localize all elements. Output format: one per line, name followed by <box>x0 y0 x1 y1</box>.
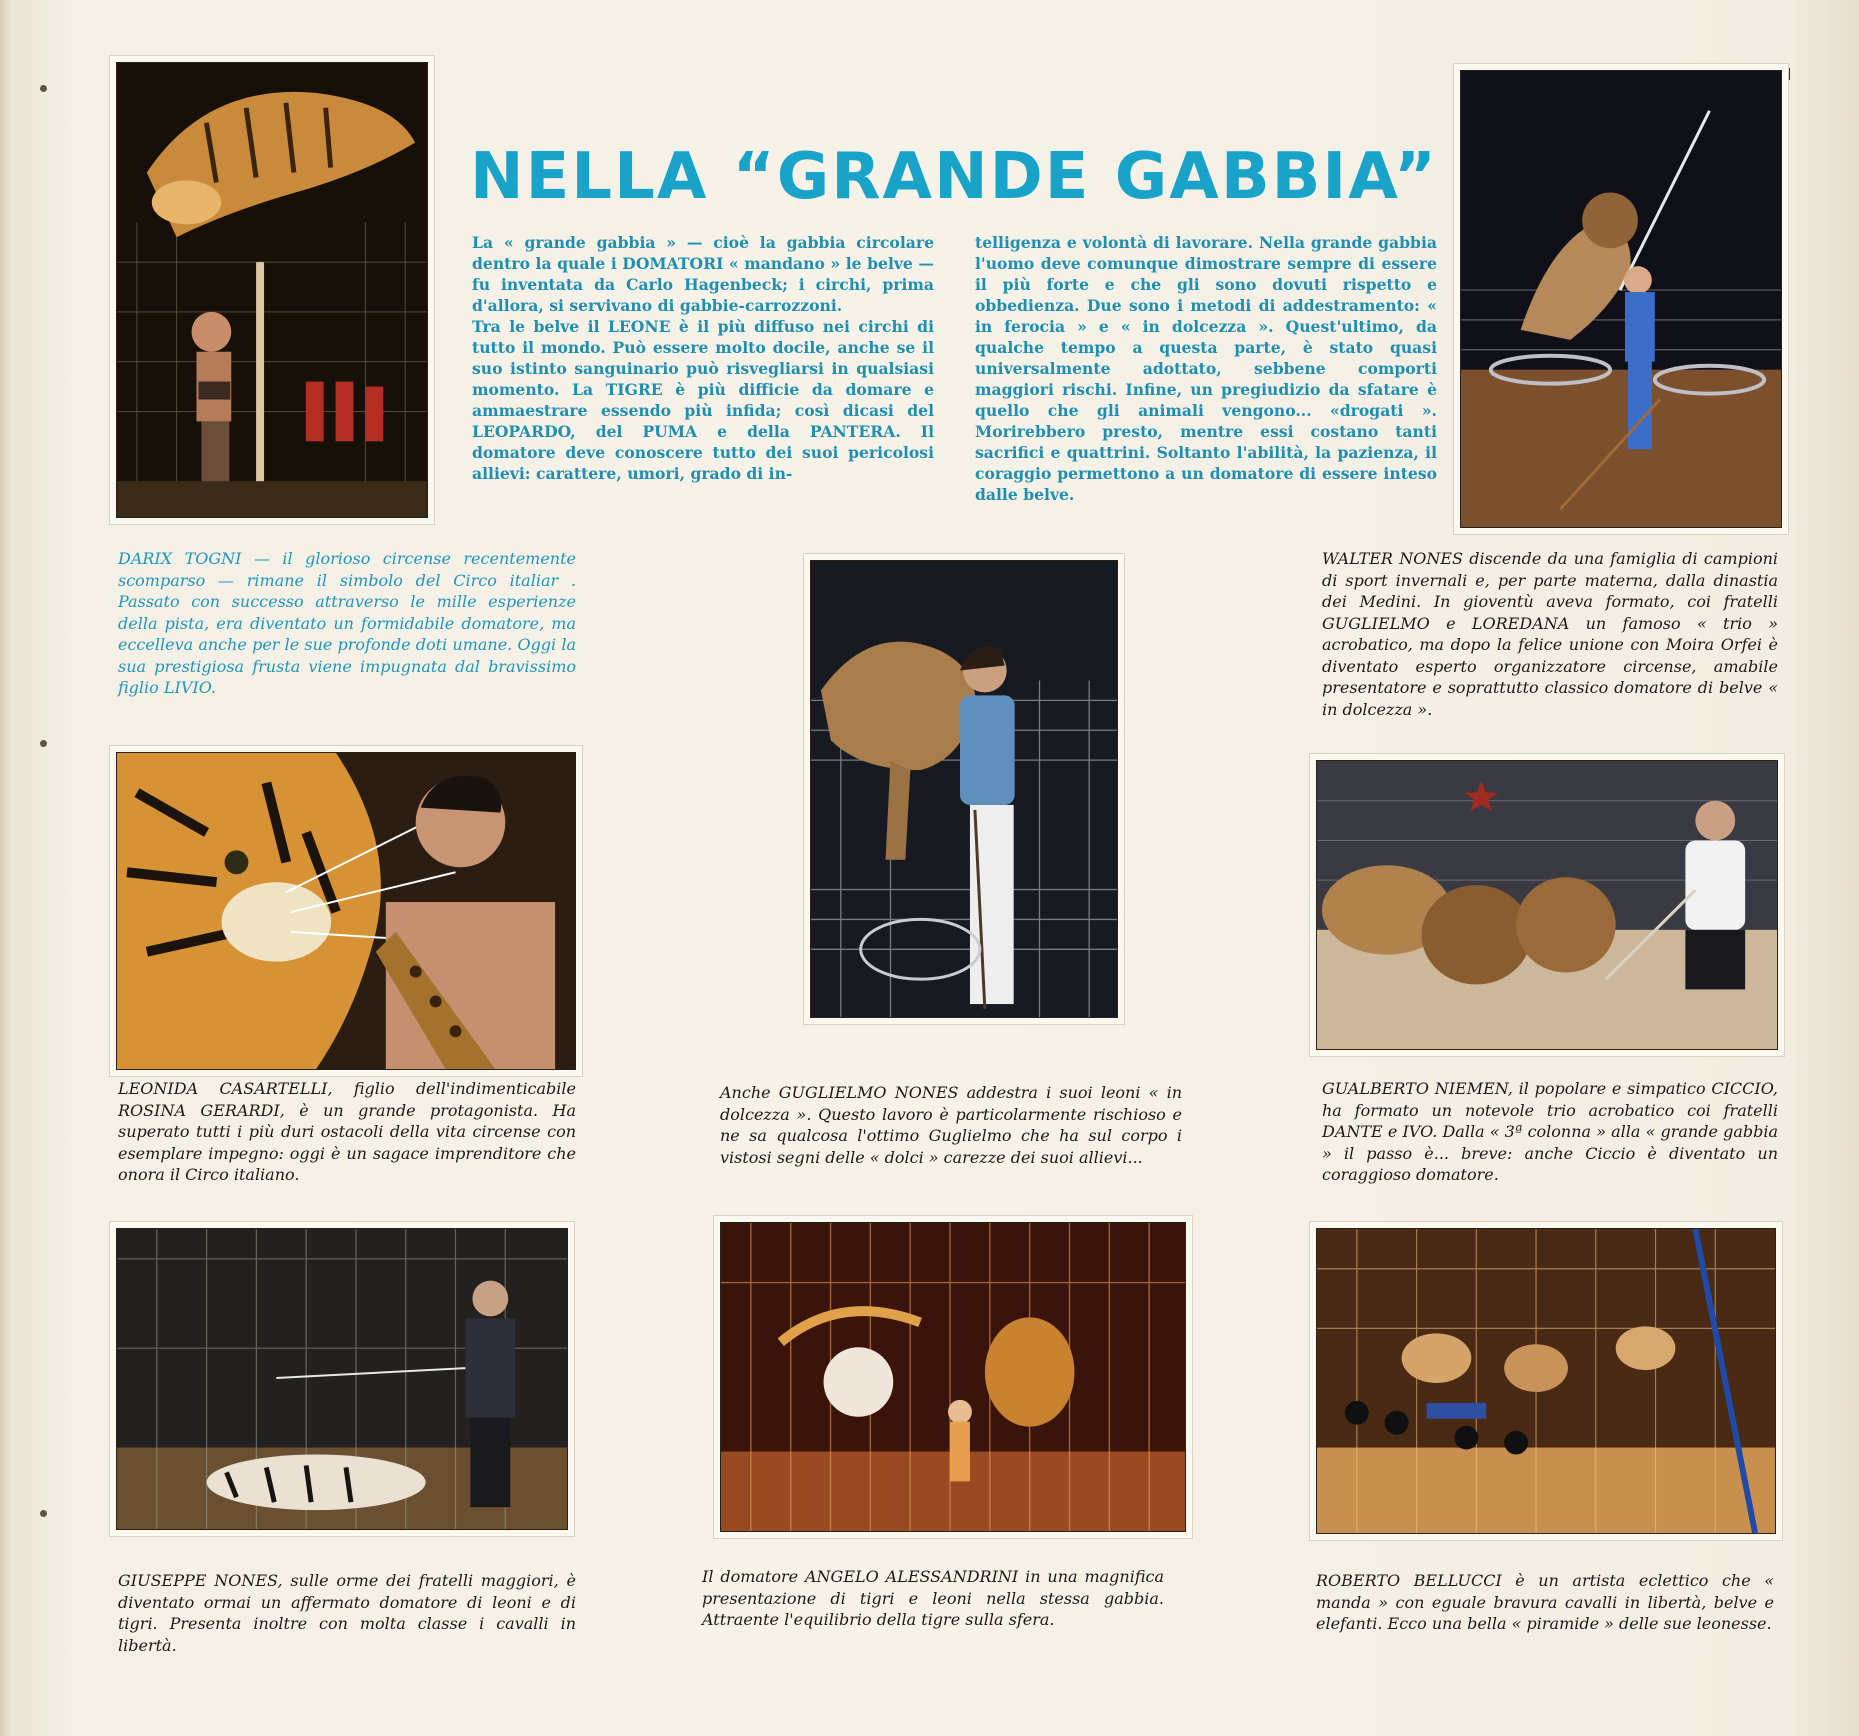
binding-hole <box>40 1510 47 1517</box>
intro-paragraph: La « grande gabbia » — cioè la gabbia circolare dentro la quale i DOMATORI « mandano » le belve — fu inventata da Carlo Hagenbeck; i circhi, prima d'allora, si servivano di gabbie-carrozzoni. <box>472 233 934 315</box>
caption-guglielmo-nones: Anche GUGLIELMO NONES addestra i suoi leoni « in dolcezza ». Questo lavoro è particolarmente rischioso e ne sa qualcosa l'ottimo Guglielmo che ha sul corpo i vistosi segni delle « dolci » carezze dei suoi allievi... <box>720 1083 1182 1167</box>
caption-gualberto-niemen: GUALBERTO NIEMEN, il popolare e simpatico CICCIO, ha formato un notevole trio acrobatico coi fratelli DANTE e IVO. Dalla « 3ª colonna » alla « grande gabbia » il passo è... breve: anche Ciccio è diventato un coraggioso domatore. <box>1322 1079 1778 1184</box>
caption-darix-togni: DARIX TOGNI — il glorioso circense recentemente scomparso — rimane il simbolo del Circo italiar . Passato con successo attraverso le mille esperienze della pista, era diventato un formidabile domatore, ma eccelleva anche per le sue profonde doti umane. Oggi la sua prestigiosa frusta viene impugnata dal bravissimo figlio LIVIO. <box>118 549 576 697</box>
caption-walter-nones: WALTER NONES discende da una famiglia di campioni di sport invernali e, per parte materna, dalla dinastia dei Medini. In gioventù aveva formato, coi fratelli GUGLIELMO e LOREDANA un famoso « trio » acrobatico, ma dopo la felice unione con Moira Orfei è diventato esperto organizzatore circense, amabile presentatore e soprattutto classico domatore di belve « in dolcezza ». <box>1322 549 1778 719</box>
intro-paragraph: telligenza e volontà di lavorare. Nella grande gabbia l'uomo deve comunque dimostrare sempre di essere il più forte e che gli sono dovuti rispetto e obbedienza. Due sono i metodi di addestramento: « in ferocia » e « in dolcezza ». Quest'ultimo, da qualche tempo a questa parte, è stato quasi universalmente adottato, sebbene comporti maggiori rischi. Infine, un pregiudizio da sfatare è quello che gli animali vengono... «drogati ». Morirebbero presto, mentre essi costano tanti sacrifici e quattrini. Soltanto l'abilità, la pazienza, il coraggio permettono a un domatore di essere inteso dalle belve. <box>975 233 1437 504</box>
photo-darix-togni-tiger-leap <box>116 62 428 518</box>
photo-gualberto-niemen-lions <box>1316 760 1778 1050</box>
caption-angelo-alessandrini: Il domatore ANGELO ALESSANDRINI in una magnifica presentazione di tigri e leoni nella stessa gabbia. Attraente l'equilibrio della tigre sulla sfera. <box>702 1567 1164 1629</box>
photo-walter-nones-lion <box>1460 70 1782 528</box>
intro-column-right <box>975 232 1437 505</box>
page-spine <box>0 0 14 1736</box>
binding-hole <box>40 740 47 747</box>
page-title: NELLA “GRANDE GABBIA” <box>470 140 1438 214</box>
photo-leonida-casartelli-tiger <box>116 752 576 1070</box>
caption-giuseppe-nones: GIUSEPPE NONES, sulle orme dei fratelli maggiori, è diventato ormai un affermato domatore di leoni e di tigri. Presenta inoltre con molta classe i cavalli in libertà. <box>118 1571 576 1655</box>
caption-roberto-bellucci: ROBERTO BELLUCCI è un artista eclettico che « manda » con eguale bravura cavalli in libertà, belve e elefanti. Ecco una bella « piramide » delle sue leonesse. <box>1316 1571 1774 1633</box>
caption-leonida-casartelli: LEONIDA CASARTELLI, figlio dell'indimenticabile ROSINA GERARDI, è un grande protagonista. Ha superato tutti i più duri ostacoli della vita circense con esemplare impegno: oggi è un sagace imprenditore che onora il Circo italiano. <box>118 1079 576 1184</box>
intro-column-left <box>472 232 934 484</box>
photo-guglielmo-nones-lion <box>810 560 1118 1018</box>
photo-roberto-bellucci-lionesses <box>1316 1228 1776 1534</box>
photo-angelo-alessandrini-cage <box>720 1222 1186 1532</box>
binding-hole <box>40 85 47 92</box>
photo-giuseppe-nones-tigers <box>116 1228 568 1530</box>
intro-paragraph: Tra le belve il LEONE è il più diffuso nei circhi di tutto il mondo. Può essere molto docile, anche se il suo istinto sanguinario può risvegliarsi in qualsiasi momento. La TIGRE è più difficie da domare e ammaestrare essendo più infida; così dicasi del LEOPARDO, del PUMA e della PANTERA. Il domatore deve conoscere tutto dei suoi pericolosi allievi: carattere, umori, grado di in- <box>472 317 934 483</box>
